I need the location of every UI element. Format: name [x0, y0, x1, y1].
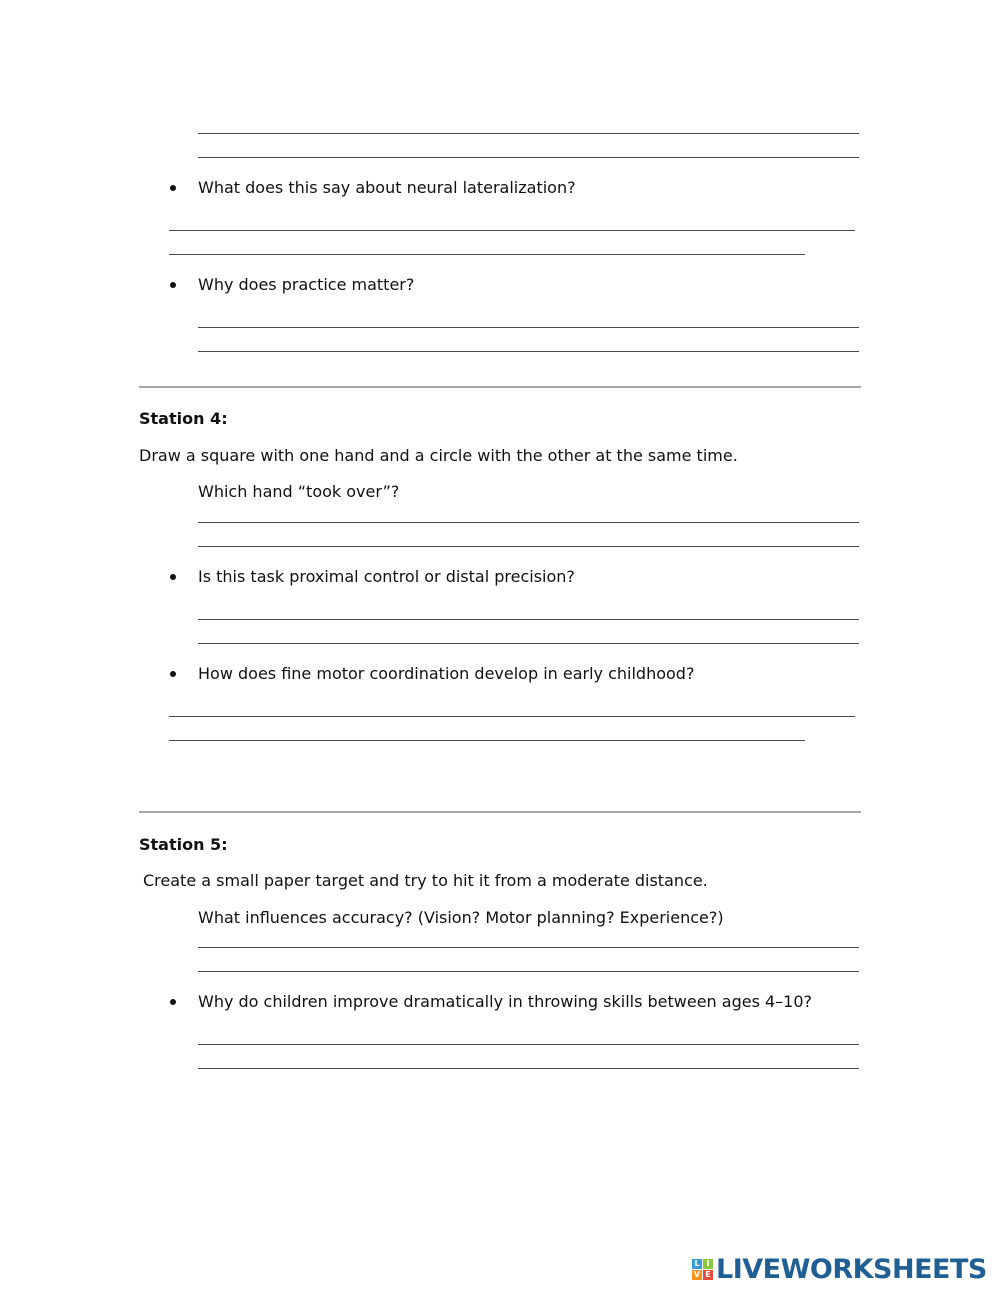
question-accuracy: What influences accuracy? (Vision? Motor planning? Experience?)	[198, 908, 724, 927]
liveworksheets-logo	[692, 1256, 987, 1284]
question-hand-took-over: Which hand “took over”?	[198, 482, 400, 501]
logo-mark-icon	[692, 1258, 714, 1282]
answer-line[interactable]	[198, 971, 859, 972]
bullet	[170, 671, 176, 677]
section-divider	[139, 386, 861, 388]
answer-line[interactable]	[198, 133, 859, 134]
answer-line[interactable]	[169, 716, 855, 717]
answer-line[interactable]	[169, 740, 805, 741]
question-throwing-skills: Why do children improve dramatically in throwing skills between ages 4–10?	[198, 992, 813, 1011]
answer-line[interactable]	[198, 1044, 859, 1045]
bullet	[170, 185, 176, 191]
question-fine-motor: How does fine motor coordination develop in early childhood?	[198, 664, 695, 683]
bullet	[170, 574, 176, 580]
question-neural-lateralization: What does this say about neural lateralization?	[198, 178, 576, 197]
question-proximal-distal: Is this task proximal control or distal precision?	[198, 567, 575, 586]
station-5-heading: Station 5:	[139, 835, 228, 854]
answer-line[interactable]	[198, 522, 859, 523]
answer-line[interactable]	[198, 157, 859, 158]
section-divider	[139, 811, 861, 813]
logo-mark-letter: E	[703, 1270, 713, 1280]
logo-text: LIVEWORKSHEETS	[716, 1254, 987, 1285]
answer-line[interactable]	[198, 351, 859, 352]
logo-mark-letter: I	[703, 1259, 713, 1269]
answer-line[interactable]	[198, 327, 859, 328]
bullet	[170, 282, 176, 288]
station-4-instruction: Draw a square with one hand and a circle with the other at the same time.	[139, 446, 738, 465]
answer-line[interactable]	[198, 546, 859, 547]
bullet	[170, 999, 176, 1005]
station-4-heading: Station 4:	[139, 409, 228, 428]
answer-line[interactable]	[169, 254, 805, 255]
answer-line[interactable]	[198, 619, 859, 620]
answer-line[interactable]	[198, 947, 859, 948]
station-5-instruction: Create a small paper target and try to hit it from a moderate distance.	[143, 871, 708, 890]
answer-line[interactable]	[198, 643, 859, 644]
logo-mark-letter: V	[693, 1270, 701, 1279]
answer-line[interactable]	[169, 230, 855, 231]
question-practice: Why does practice matter?	[198, 275, 415, 294]
logo-mark-letter: L	[692, 1259, 702, 1269]
answer-line[interactable]	[198, 1068, 859, 1069]
